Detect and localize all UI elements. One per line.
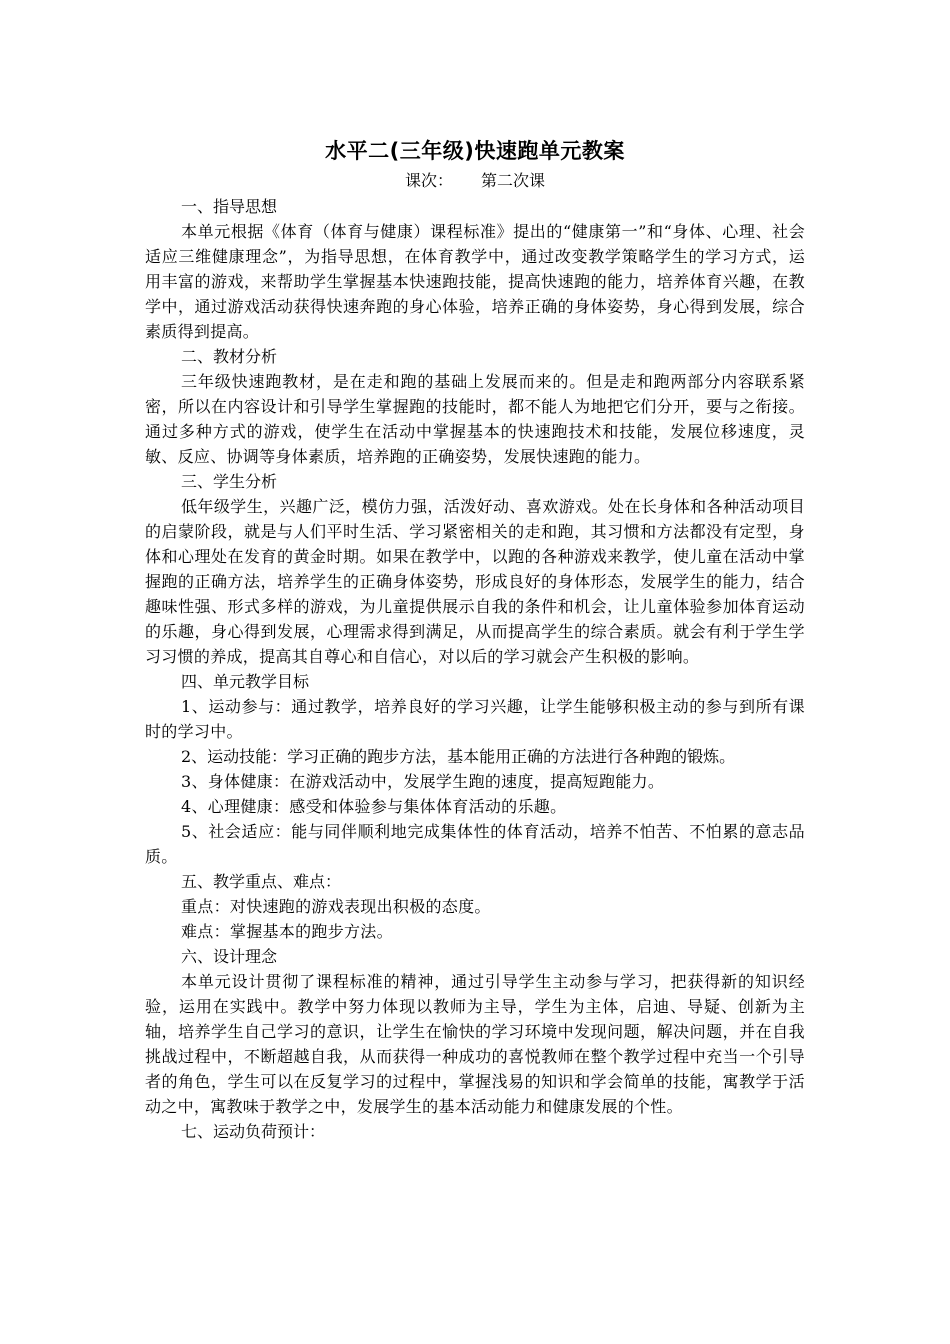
section-heading-design-concept: 六、设计理念 <box>181 947 278 966</box>
lesson-label: 课次： <box>404 171 453 190</box>
lesson-line <box>145 168 805 194</box>
section-heading-key-points: 五、教学重点、难点： <box>181 872 342 891</box>
objective-item: 4、心理健康：感受和体验参与集体体育活动的乐趣。 <box>181 797 567 816</box>
objective-item: 5、社会适应：能与同伴顺利地完成集体性的体育活动，培养不怕苦、不怕累的意志品质。 <box>145 822 805 866</box>
section-heading-guiding-ideology: 一、指导思想 <box>181 197 278 216</box>
document-body <box>145 136 805 1144</box>
section-paragraph: 低年级学生，兴趣广泛，模仿力强，活泼好动、喜欢游戏。处在长身体和各种活动项目的启蒙阶段，就是与人们平时生活、学习紧密相关的走和跑，其习惯和方法都没有定型，身体和心理处在发育的黄金时期。如果在教学中，以跑的各种游戏来教学，使儿童在活动中掌握跑的正确方法，培养学生的正确身体姿势，形成良好的身体形态，发展学生的能力，结合趣味性强、形式多样的游戏，为儿童提供展示自我的条件和机会，让儿童体验参加体育运动的乐趣，身心得到发展，心理需求得到满足，从而提高学生的综合素质。就会有利于学生学习习惯的养成，提高其自尊心和自信心，对以后的学习就会产生积极的影响。 <box>145 497 805 666</box>
document-title: 水平二(三年级)快速跑单元教案 <box>325 139 625 163</box>
section-heading-material-analysis: 二、教材分析 <box>181 347 278 366</box>
objective-item: 3、身体健康：在游戏活动中，发展学生跑的速度，提高短跑能力。 <box>181 772 665 791</box>
lesson-value: 第二次课 <box>481 171 546 190</box>
objective-item: 1、运动参与：通过教学，培养良好的学习兴趣，让学生能够积极主动的参与到所有课时的学习中。 <box>145 697 805 741</box>
section-paragraph: 本单元设计贯彻了课程标准的精神，通过引导学生主动参与学习，把获得新的知识经验，运用在实践中。教学中努力体现以教师为主导，学生为主体，启迪、导疑、创新为主轴，培养学生自己学习的意识，让学生在愉快的学习环境中发现问题，解决问题，并在自我挑战过程中，不断超越自我，从而获得一种成功的喜悦教师在整个教学过程中充当一个引导者的角色，学生可以在反复学习的过程中，掌握浅易的知识和学会简单的技能，寓教学于活动之中，寓教味于教学之中，发展学生的基本活动能力和健康发展的个性。 <box>145 972 805 1116</box>
section-heading-exercise-load: 七、运动负荷预计： <box>181 1122 326 1141</box>
section-paragraph: 三年级快速跑教材，是在走和跑的基础上发展而来的。但是走和跑两部分内容联系紧密，所以在内容设计和引导学生掌握跑的技能时，都不能人为地把它们分开，要与之衔接。通过多种方式的游戏，使学生在活动中掌握基本的快速跑技术和技能，发展位移速度，灵敏、反应、协调等身体素质，培养跑的正确姿势，发展快速跑的能力。 <box>145 372 805 466</box>
difficult-point: 难点：掌握基本的跑步方法。 <box>181 922 393 941</box>
key-point: 重点：对快速跑的游戏表现出积极的态度。 <box>181 897 491 916</box>
section-heading-student-analysis: 三、学生分析 <box>181 472 278 491</box>
objective-item: 2、运动技能：学习正确的跑步方法，基本能用正确的方法进行各种跑的锻炼。 <box>181 747 736 766</box>
section-heading-unit-objectives: 四、单元教学目标 <box>181 672 310 691</box>
section-paragraph: 本单元根据《体育（体育与健康）课程标准》提出的“健康第一”和“身体、心理、社会适应三维健康理念”，为指导思想，在体育教学中，通过改变教学策略学生的学习方式，运用丰富的游戏，来帮助学生掌握基本快速跑技能，提高快速跑的能力，培养体育兴趣，在教学中，通过游戏活动获得快速奔跑的身心体验，培养正确的身体姿势，身心得到发展，综合素质得到提高。 <box>145 222 805 341</box>
